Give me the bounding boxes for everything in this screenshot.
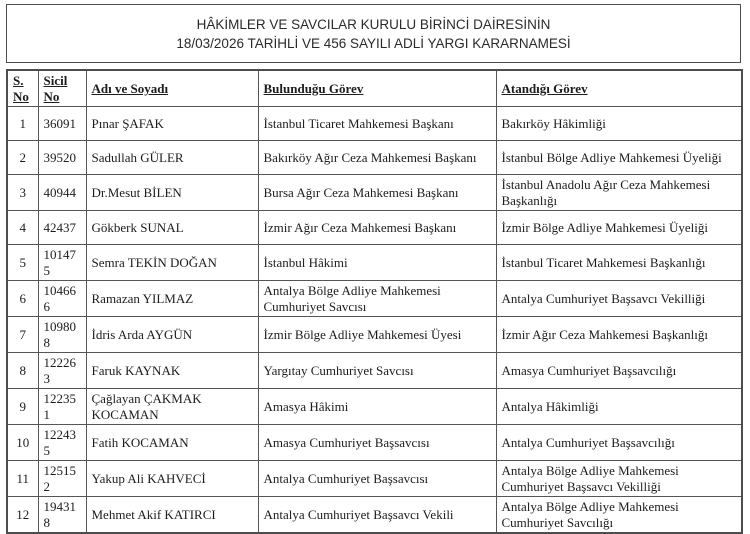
cell-s-no: 9 — [7, 389, 38, 425]
cell-current-post: Antalya Cumhuriyet Başsavcı Vekili — [258, 497, 496, 534]
table-row — [7, 211, 742, 245]
cell-s-no: 12 — [7, 497, 38, 534]
decree-table — [6, 69, 743, 534]
cell-sicil-no: 104666 — [38, 281, 86, 317]
cell-assigned-post: İstanbul Bölge Adliye Mahkemesi Üyeliği — [496, 141, 742, 175]
table-row — [7, 281, 742, 317]
cell-sicil-no: 42437 — [38, 211, 86, 245]
cell-current-post: İstanbul Ticaret Mahkemesi Başkanı — [258, 107, 496, 141]
cell-name: Gökberk SUNAL — [86, 211, 258, 245]
cell-assigned-post: Antalya Cumhuriyet Başsavcılığı — [496, 425, 742, 461]
decree-table-body — [7, 107, 742, 534]
cell-assigned-post: Amasya Cumhuriyet Başsavcılığı — [496, 353, 742, 389]
cell-s-no: 10 — [7, 425, 38, 461]
table-row — [7, 425, 742, 461]
cell-current-post: Bursa Ağır Ceza Mahkemesi Başkanı — [258, 175, 496, 211]
header-name: Adı ve Soyadı — [86, 70, 258, 107]
cell-name: Pınar ŞAFAK — [86, 107, 258, 141]
cell-sicil-no: 36091 — [38, 107, 86, 141]
cell-assigned-post: İstanbul Anadolu Ağır Ceza Mahkemesi Başkanlığı — [496, 175, 742, 211]
table-row — [7, 175, 742, 211]
cell-name: İdris Arda AYGÜN — [86, 317, 258, 353]
cell-sicil-no: 39520 — [38, 141, 86, 175]
cell-current-post: Amasya Hâkimi — [258, 389, 496, 425]
cell-s-no: 3 — [7, 175, 38, 211]
table-row — [7, 497, 742, 534]
header-assigned-post: Atandığı Görev — [496, 70, 742, 107]
cell-name: Çağlayan ÇAKMAK KOCAMAN — [86, 389, 258, 425]
cell-s-no: 8 — [7, 353, 38, 389]
cell-s-no: 4 — [7, 211, 38, 245]
decree-title-box — [6, 4, 741, 63]
cell-current-post: Bakırköy Ağır Ceza Mahkemesi Başkanı — [258, 141, 496, 175]
cell-current-post: Yargıtay Cumhuriyet Savcısı — [258, 353, 496, 389]
table-row — [7, 353, 742, 389]
cell-sicil-no: 122351 — [38, 389, 86, 425]
cell-assigned-post: Antalya Bölge Adliye Mahkemesi Cumhuriyet Savcılığı — [496, 497, 742, 534]
header-current-post: Bulunduğu Görev — [258, 70, 496, 107]
cell-current-post: Antalya Cumhuriyet Başsavcısı — [258, 461, 496, 497]
cell-sicil-no: 194318 — [38, 497, 86, 534]
cell-assigned-post: Antalya Hâkimliği — [496, 389, 742, 425]
table-header-row — [7, 70, 742, 107]
table-row — [7, 389, 742, 425]
table-row — [7, 141, 742, 175]
cell-assigned-post: İzmir Ağır Ceza Mahkemesi Başkanlığı — [496, 317, 742, 353]
cell-sicil-no: 122435 — [38, 425, 86, 461]
cell-assigned-post: Bakırköy Hâkimliği — [496, 107, 742, 141]
cell-current-post: Antalya Bölge Adliye Mahkemesi Cumhuriyet Savcısı — [258, 281, 496, 317]
cell-current-post: İzmir Bölge Adliye Mahkemesi Üyesi — [258, 317, 496, 353]
cell-assigned-post: İstanbul Ticaret Mahkemesi Başkanlığı — [496, 245, 742, 281]
cell-s-no: 6 — [7, 281, 38, 317]
decree-title-line1: HÂKİMLER VE SAVCILAR KURULU BİRİNCİ DAİRESİNİN — [196, 16, 551, 32]
cell-name: Dr.Mesut BİLEN — [86, 175, 258, 211]
cell-name: Faruk KAYNAK — [86, 353, 258, 389]
table-row — [7, 461, 742, 497]
header-s-no: S.No — [7, 70, 38, 107]
cell-sicil-no: 125152 — [38, 461, 86, 497]
cell-s-no: 11 — [7, 461, 38, 497]
cell-sicil-no: 109808 — [38, 317, 86, 353]
cell-current-post: İzmir Ağır Ceza Mahkemesi Başkanı — [258, 211, 496, 245]
cell-assigned-post: Antalya Bölge Adliye Mahkemesi Cumhuriyet Başsavcı Vekilliği — [496, 461, 742, 497]
cell-assigned-post: Antalya Cumhuriyet Başsavcı Vekilliği — [496, 281, 742, 317]
cell-current-post: Amasya Cumhuriyet Başsavcısı — [258, 425, 496, 461]
table-row — [7, 317, 742, 353]
cell-sicil-no: 122263 — [38, 353, 86, 389]
decree-title-line2: 18/03/2026 TARİHLİ VE 456 SAYILI ADLİ YARGI KARARNAMESİ — [176, 35, 571, 51]
cell-s-no: 7 — [7, 317, 38, 353]
cell-name: Sadullah GÜLER — [86, 141, 258, 175]
cell-assigned-post: İzmir Bölge Adliye Mahkemesi Üyeliği — [496, 211, 742, 245]
cell-name: Yakup Ali KAHVECİ — [86, 461, 258, 497]
cell-name: Semra TEKİN DOĞAN — [86, 245, 258, 281]
cell-sicil-no: 40944 — [38, 175, 86, 211]
cell-current-post: İstanbul Hâkimi — [258, 245, 496, 281]
cell-name: Fatih KOCAMAN — [86, 425, 258, 461]
cell-s-no: 5 — [7, 245, 38, 281]
cell-s-no: 1 — [7, 107, 38, 141]
cell-s-no: 2 — [7, 141, 38, 175]
table-row — [7, 245, 742, 281]
table-row — [7, 107, 742, 141]
cell-sicil-no: 101475 — [38, 245, 86, 281]
cell-name: Mehmet Akif KATIRCI — [86, 497, 258, 534]
cell-name: Ramazan YILMAZ — [86, 281, 258, 317]
header-sicil-no: Sicil No — [38, 70, 86, 107]
